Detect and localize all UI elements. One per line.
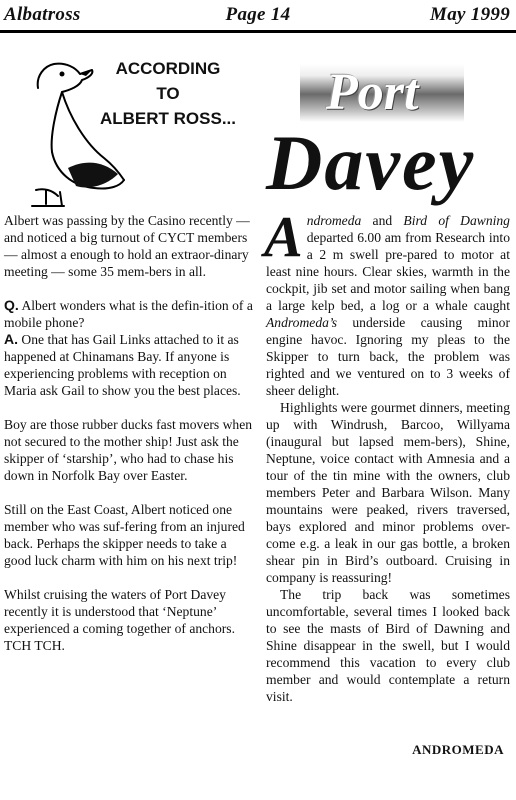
paragraph-casino: Albert was passing by the Casino recently — and noticed a big turnout of CYCT members — almost a enough to hold an extraor-dinary meeting — some 35 mem-bers in all. [4,213,250,279]
answer-label: A. [4,331,18,347]
newsletter-title: Albatross [4,4,81,25]
article-paragraph-1 [264,204,510,399]
issue-date: May 1999 [430,4,510,25]
heading-line-1: ACCORDING [115,59,221,78]
heading-line-3: ALBERT ROSS... [99,109,236,128]
paragraph-port-davey: Whilst cruising the waters of Port Davey recently it is understood that ‘Neptune’ experienced a coming together of anchors. TCH TCH. [4,587,235,653]
question-text: Albert wonders what is the defin-ition of a mobile phone? [4,298,253,330]
bird-eye [60,72,65,77]
article-paragraph-3: The trip back was sometimes uncomfortable, several times I looked back to see the masts of Bird of Dawning and Shine disappear in the swell, but I would recommend this vacation to every club member and would contemplate a return visit. [266,587,510,704]
drop-cap: A [264,204,303,269]
answer-text: One that has Gail Links attached to it as happened at Chinamans Bay. If anyone is experiencing problems with reception on Maria ask Gail to show you the best places. [4,332,241,398]
article-signature: ANDROMEDA [412,742,504,757]
boat-name-andromeda: ndromeda [306,213,362,228]
title-port: Port [326,64,419,121]
question-label: Q. [4,297,19,313]
article-paragraph-2: Highlights were gourmet dinners, meeting up with Windrush, Barcoo, Willyama (inaugural but lapsed mem-bers), Shine, Neptune, voice contact with Amnesia and a tour of the tin mine with the owners, club members Peter and Barbara Wilson. Many mountains were peaked, rivers traversed, bays explored and minor problems over-come e.g. a leak in our gas bottle, a broken shear pin in Bird’s outboard. Cruising in company is reassuring! [266,400,510,585]
port-davey-article [264,204,510,705]
column-heading [68,56,268,131]
bird-wing [68,163,118,188]
text-run: underside causing minor engine havoc. Ignoring my pleas to the Skipper to turn back, the problem was righted and we ventured on to 3 weeks of sheer delight. [266,315,510,398]
header-rule [0,30,516,33]
text-run: and [361,213,404,228]
question-paragraph [4,297,254,331]
boat-name-andromedas: Andromeda’s [266,315,337,330]
text-run: departed 6.00 am from Research into a 2 m swell pre-pared to motor at least nine hours. Clear skies, warmth in the cockpit, jib set and motor sailing when bang a large kelp bed, a log or a whale caught [266,230,510,313]
answer-paragraph [4,331,254,399]
albert-ross-column [4,212,254,654]
page-number: Page 14 [225,4,291,25]
heading-line-2: TO [156,84,180,103]
boat-name-bird-of-dawning: Bird of Dawning [403,213,510,228]
page-header [0,0,516,30]
paragraph-rubber-ducks: Boy are those rubber ducks fast movers when not secured to the mother ship! Just ask the skipper of ‘starship’, who had to chase his down in Norfolk Bay over Easter. [4,417,253,483]
paragraph-east-coast: Still on the East Coast, Albert noticed one member who was suf-fering from an injured back. Perhaps the skipper needs to take a good luck charm with him on his next trip! [4,502,245,568]
title-davey: Davey [266,119,476,206]
